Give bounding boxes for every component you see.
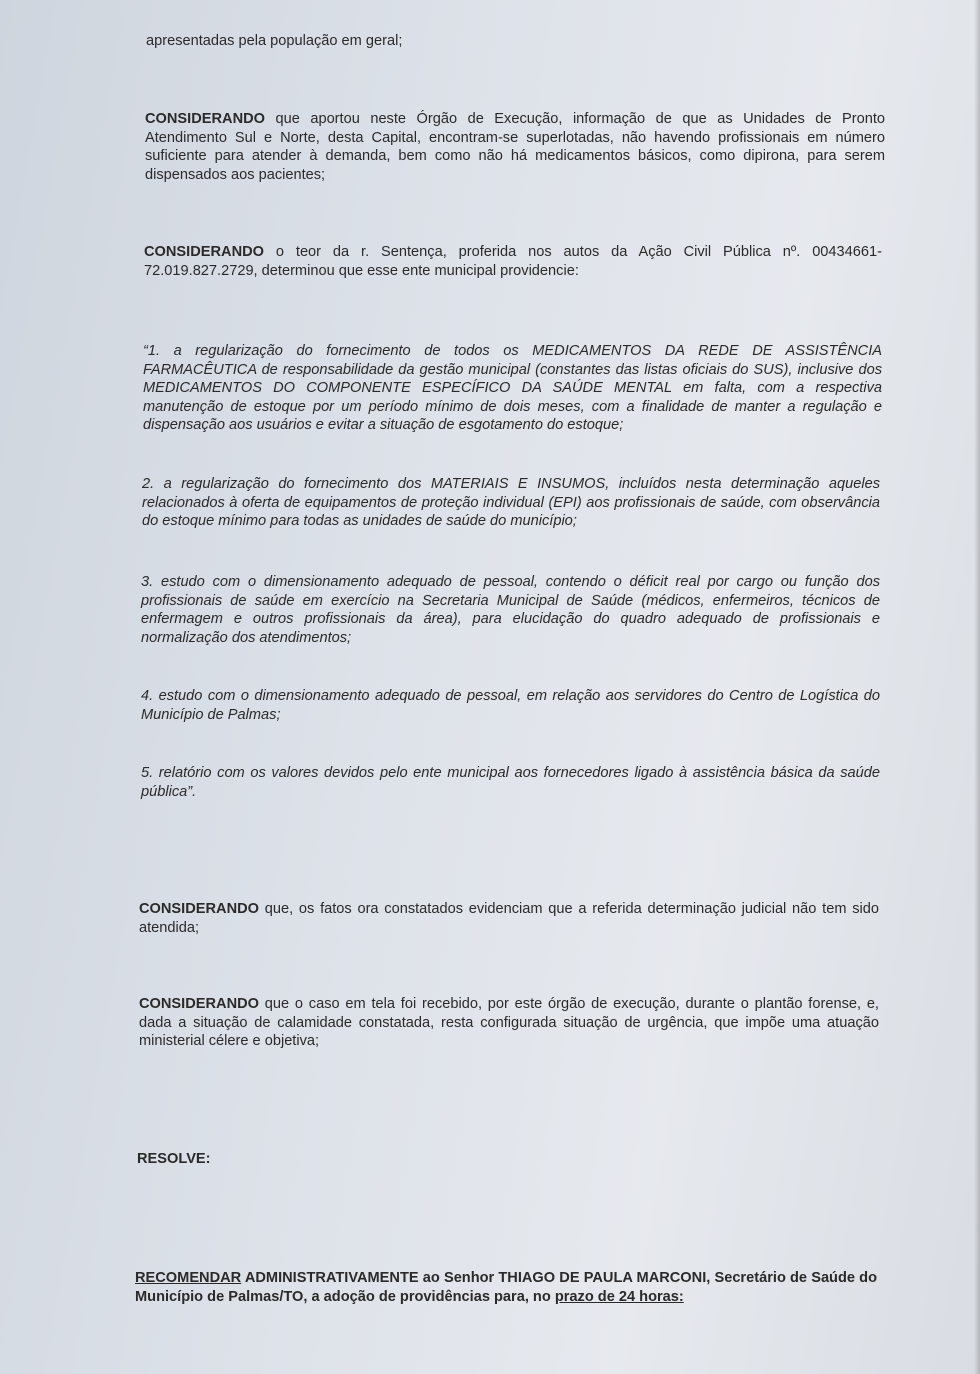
quote-item-2: 2. a regularização do fornecimento dos MATERIAIS E INSUMOS, incluídos nesta determinação aqueles relacionados à oferta de equipamentos de proteção individual (EPI) aos profissionais de saúde, com observância do estoque mínimo para todas as unidades de saúde do município; (142, 476, 880, 529)
prazo-text: prazo de 24 horas: (554, 1288, 684, 1305)
considerando-label: CONSIDERANDO (145, 111, 265, 127)
considerando-label: CONSIDERANDO (144, 244, 264, 260)
paragraph-considerando-sentenca (144, 243, 882, 280)
considerando-label: CONSIDERANDO (139, 901, 259, 917)
recomendar-label: RECOMENDAR (135, 1270, 242, 1286)
paragraph-text: que, os fatos ora constatados evidenciam que a referida determinação judicial não tem sido atendida; (139, 901, 879, 936)
page-edge-shadow (974, 0, 980, 1374)
considerando-label: CONSIDERANDO (139, 996, 259, 1012)
paragraph-intro: apresentadas pela população em geral; (146, 33, 403, 49)
resolve-heading: RESOLVE: (137, 1151, 211, 1167)
paragraph-considerando-upa (145, 110, 885, 184)
paragraph-considerando-fatos (139, 900, 879, 937)
quote-item-3: 3. estudo com o dimensionamento adequado de pessoal, contendo o déficit real por cargo ou função dos profissionais de saúde em exercício na Secretaria Municipal de Saúde (médicos, enfermeiros, técnicos de enfermagem e outros profissionais da área), para elucidação do quadro adequado de profissionais e normalização dos atendimentos; (141, 574, 880, 646)
paragraph-text: ADMINISTRATIVAMENTE ao Senhor THIAGO DE PAULA MARCONI, Secretário de Saúde do Município de Palmas/TO, a adoção de providências para, no (135, 1270, 877, 1305)
paragraph-recomendar (135, 1269, 877, 1306)
quote-item-5: 5. relatório com os valores devidos pelo ente municipal aos fornecedores ligado à assistência básica da saúde pública”. (141, 765, 880, 800)
quote-item-1: “1. a regularização do fornecimento de todos os MEDICAMENTOS DA REDE DE ASSISTÊNCIA FARMACÊUTICA de responsabilidade da gestão municipal (constantes das listas oficiais do SUS), inclusive dos MEDICAMENTOS DO COMPONENTE ESPECÍFICO DA SAÚDE MENTAL em falta, com a respectiva manutenção de estoque por um período mínimo de dois meses, com a finalidade de manter a regulação e dispensação aos usuários e evitar a situação de esgotamento do estoque; (143, 343, 882, 433)
quote-item-4: 4. estudo com o dimensionamento adequado de pessoal, em relação aos servidores do Centro de Logística do Município de Palmas; (141, 688, 880, 723)
paragraph-text: que o caso em tela foi recebido, por este órgão de execução, durante o plantão forense, e, dada a situação de calamidade constatada, resta configurada situação de urgência, que impõe uma atuação ministerial célere e objetiva; (139, 996, 879, 1049)
paragraph-considerando-plantao (139, 995, 879, 1051)
paragraph-text: que aportou neste Órgão de Execução, informação de que as Unidades de Pronto Atendimento Sul e Norte, desta Capital, encontram-se superlotadas, não havendo profissionais em número suficiente para atender à demanda, bem como não há medicamentos básicos, como dipirona, para serem dispensados aos pacientes; (145, 111, 885, 183)
paragraph-text: o teor da r. Sentença, proferida nos autos da Ação Civil Pública nº. 00434661-72.019.827.2729, determinou que esse ente municipal providencie: (144, 244, 882, 279)
